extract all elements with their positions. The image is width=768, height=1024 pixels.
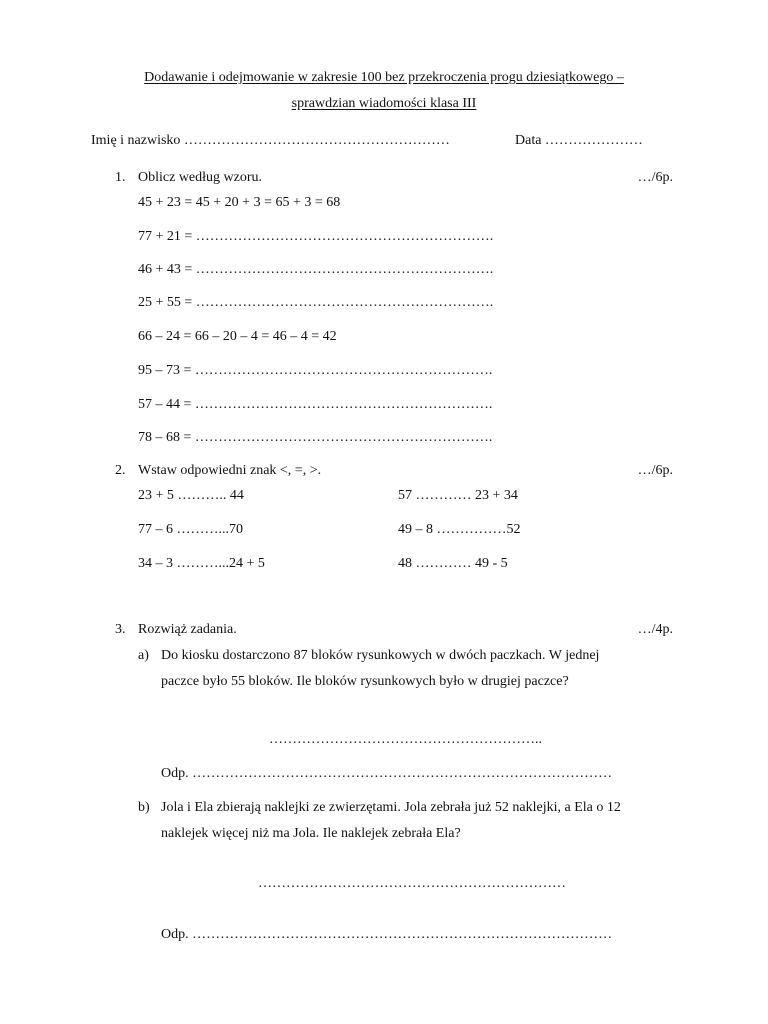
task1-line: 95 – 73 = ……………………………………………………….: [138, 363, 493, 378]
task1-line: 57 – 44 = ……………………………………………………….: [138, 397, 493, 412]
task2-right-item: 48 ………… 49 - 5: [398, 556, 508, 571]
page-subtitle: sprawdzian wiadomości klasa III: [291, 96, 477, 111]
task2-left-item: 23 + 5 ……….. 44: [138, 488, 244, 503]
task3b-calculation-line: …………………………………………………………: [258, 876, 566, 891]
task1-line: 25 + 55 = ……………………………………………………….: [138, 295, 494, 310]
task3-number: 3.: [115, 622, 126, 637]
task2-right-item: 49 – 8 ……………52: [398, 522, 521, 537]
task2-left-item: 34 – 3 ………...24 + 5: [138, 556, 265, 571]
task2-right-item: 57 ………… 23 + 34: [398, 488, 518, 503]
task2-left-item: 77 – 6 ………...70: [138, 522, 243, 537]
task3a-answer-line: Odp. ………………………………………………………………………………: [161, 766, 613, 781]
task3-instruction: Rozwiąż zadania.: [138, 622, 237, 637]
task1-line: 66 – 24 = 66 – 20 – 4 = 46 – 4 = 42: [138, 329, 337, 344]
task3b-letter: b): [138, 800, 150, 815]
date-field-label: Data …………………: [515, 133, 643, 148]
task3b-text-line: Jola i Ela zbierają naklejki ze zwierzętami. Jola zebrała już 52 naklejki, a Ela o 12: [161, 800, 621, 815]
task3-points: …/4p.: [637, 622, 673, 637]
task3a-letter: a): [138, 648, 149, 663]
task2-instruction: Wstaw odpowiedni znak <, =, >.: [138, 463, 322, 478]
task2-number: 2.: [115, 463, 126, 478]
task1-instruction: Oblicz według wzoru.: [138, 170, 263, 185]
task3a-text-line: Do kiosku dostarczono 87 bloków rysunkowych w dwóch paczkach. W jednej: [161, 648, 600, 663]
task3a-calculation-line: …………………………………………………..: [269, 732, 542, 747]
task2-points: …/6p.: [637, 463, 673, 478]
task1-line: 45 + 23 = 45 + 20 + 3 = 65 + 3 = 68: [138, 195, 341, 210]
task1-number: 1.: [115, 170, 126, 185]
task1-line: 77 + 21 = ……………………………………………………….: [138, 229, 494, 244]
task3b-text-line: naklejek więcej niż ma Jola. Ile naklejek zebrała Ela?: [161, 826, 461, 841]
page-title: Dodawanie i odejmowanie w zakresie 100 bez przekroczenia progu dziesiątkowego –: [144, 70, 624, 85]
name-field-label: Imię i nazwisko …………………………………………………: [91, 133, 450, 148]
task1-points: …/6p.: [637, 170, 673, 185]
task3a-text-line: paczce było 55 bloków. Ile bloków rysunkowych było w drugiej paczce?: [161, 674, 569, 689]
task1-line: 78 – 68 = ……………………………………………………….: [138, 430, 493, 445]
task1-line: 46 + 43 = ……………………………………………………….: [138, 262, 494, 277]
task3b-answer-line: Odp. ………………………………………………………………………………: [161, 927, 613, 942]
